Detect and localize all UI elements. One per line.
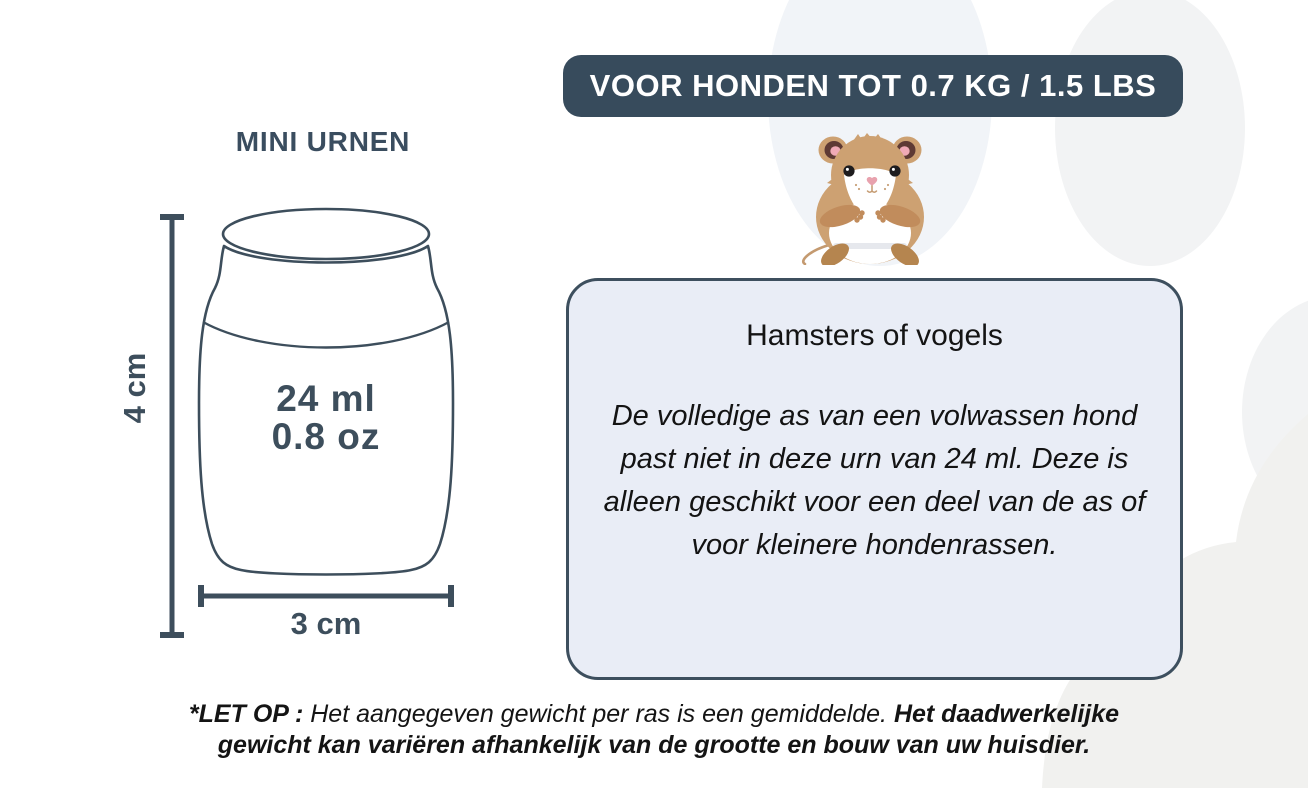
suitability-info-box: [566, 278, 1183, 680]
footnote-normal: Het aangegeven gewicht per ras is een gemiddelde.: [310, 700, 894, 728]
info-box-body: De volledige as van een volwassen hond past niet in deze urn van 24 ml. Deze is alleen geschikt voor een deel van de as of voor kleinere hondenrassen.: [603, 400, 1146, 561]
height-dimension-line: [160, 217, 184, 636]
weight-limit-badge: [563, 55, 1183, 117]
width-label: 3 cm: [290, 606, 362, 641]
footnote-bold: Het daadwerkelijke gewicht kan variëren afhankelijk van de grootte en bouw van uw huisdier.: [217, 700, 1120, 759]
urn-volume-oz: 0.8 oz: [271, 416, 381, 457]
info-box-title: Hamsters of vogels: [746, 319, 1003, 352]
footnote-prefix: *LET OP :: [188, 700, 311, 728]
width-dimension-line: [200, 585, 452, 607]
height-label: 4 cm: [117, 352, 152, 424]
urn-diagram: [115, 198, 475, 648]
weight-limit-badge-label: VOOR HONDEN TOT 0.7 KG / 1.5 LBS: [589, 68, 1157, 103]
urn-section-title: MINI URNEN: [235, 126, 411, 157]
urn-volume-ml: 24 ml: [276, 378, 376, 419]
footnote: [184, 699, 1124, 761]
paw-toe-shape: [1055, 0, 1245, 266]
hamster-icon: [795, 133, 945, 265]
